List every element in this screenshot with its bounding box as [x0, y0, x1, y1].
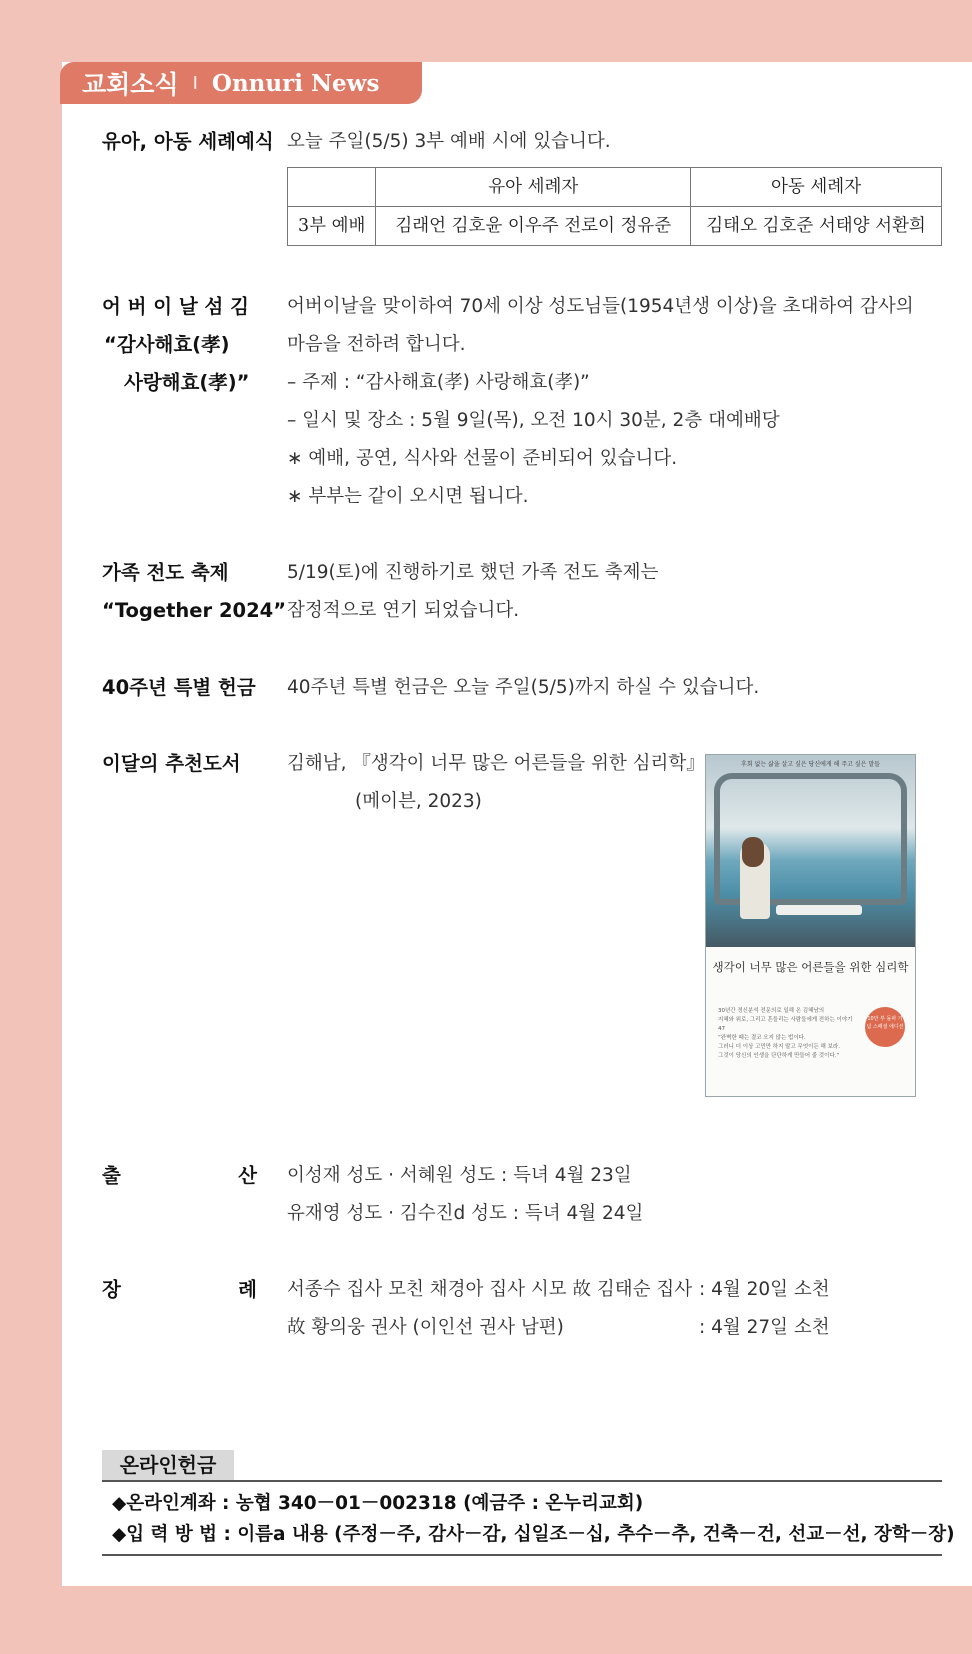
parents-day-line: ∗ 예배, 공연, 식사와 선물이 준비되어 있습니다. — [287, 448, 678, 469]
book-cover-tagline: 후회 없는 삶을 살고 싶은 당신에게 해 주고 싶은 말들 — [741, 761, 880, 768]
divider — [102, 1554, 942, 1556]
book-line: 김해남, 『생각이 너무 많은 어른들을 위한 심리학』 — [287, 753, 705, 774]
book-cover-illustration — [706, 755, 915, 947]
header-title-en: Onnuri News — [211, 69, 380, 97]
birth-line: 유재영 성도 · 김수진d 성도 : 득녀 4월 24일 — [287, 1203, 644, 1224]
book-cover-blurb-line: 지혜와 위로, 그리고 흔들리는 사람들에게 전하는 이야기 47 — [718, 1017, 853, 1032]
baptism-label: 유아, 아동 세례예식 — [102, 130, 274, 153]
online-offering-title: 온라인헌금 — [102, 1450, 234, 1480]
funeral-name: 서종수 집사 모친 채경아 집사 시모 故 김태순 집사 — [287, 1279, 693, 1300]
birth-label — [102, 1157, 257, 1195]
table-header-row — [288, 168, 942, 207]
parents-day-section — [102, 288, 942, 518]
book-cover-hair — [742, 837, 764, 867]
newsletter-page — [62, 62, 972, 1586]
family-festival-label — [102, 554, 287, 630]
parents-day-label — [102, 288, 262, 402]
table-header-cell: 아동 세례자 — [691, 168, 942, 207]
parents-day-line: – 주제 : “감사해효(孝) 사랑해효(孝)” — [287, 372, 590, 393]
parents-day-label-line — [102, 288, 262, 326]
parents-day-line: – 일시 및 장소 : 5월 9일(목), 오전 10시 30분, 2층 대예배당 — [287, 410, 780, 431]
book-cover-blurb-line: 30년간 정신분석 전문의로 일해 온 김혜남의 — [718, 1008, 825, 1014]
table-header-cell — [288, 168, 376, 207]
book-cover-blurb-line: “완벽한 때는 결코 오지 않는 법이다. — [718, 1035, 806, 1041]
birth-label-left: 출 — [102, 1164, 121, 1187]
book-cover-badge: 10만 부 돌파 기념 스페셜 에디션 — [865, 1007, 905, 1047]
baptism-section — [102, 123, 942, 236]
birth-line: 이성재 성도 · 서혜원 성도 : 득녀 4월 23일 — [287, 1165, 632, 1186]
book-cover-title: 생각이 너무 많은 어른들을 위한 심리학 — [712, 960, 909, 974]
divider — [102, 1480, 942, 1482]
funeral-label — [102, 1271, 257, 1309]
anniversary-offering-text: 40주년 특별 헌금은 오늘 주일(5/5)까지 하실 수 있습니다. — [287, 677, 760, 698]
parents-day-label-line: “감사해효(孝) — [104, 333, 230, 356]
funeral-label-right: 례 — [238, 1278, 257, 1301]
parents-day-line: ∗ 부부는 같이 오시면 됩니다. — [287, 486, 529, 507]
funeral-date: : 4월 20일 소천 — [699, 1279, 830, 1300]
funeral-section — [102, 1271, 942, 1351]
table-row — [288, 207, 942, 246]
family-festival-line: 5/19(토)에 진행하기로 했던 가족 전도 축제는 — [287, 562, 659, 583]
funeral-name: 故 황의웅 권사 (이인선 권사 남편) — [287, 1317, 564, 1338]
parents-day-label-line: 사랑해효(孝)” — [124, 371, 250, 394]
parents-day-line: 어버이날을 맞이하여 70세 이상 성도님들(1954년생 이상)을 초대하여 감사의 — [287, 296, 914, 317]
online-account: ◆온라인계좌 : 농협 340－01－002318 (예금주 : 온누리교회) — [112, 1493, 644, 1514]
book-cover-blurb-line: 그것이 당신의 인생을 단단하게 만들어 줄 것이다.” — [718, 1053, 840, 1059]
anniversary-offering-section — [102, 669, 942, 709]
header-separator: I — [192, 72, 198, 94]
anniversary-offering-label: 40주년 특별 헌금 — [102, 676, 256, 699]
book-publisher: (메이븐, 2023) — [355, 791, 482, 812]
table-cell: 3부 예배 — [288, 207, 376, 246]
online-input-method: ◆입 력 방 법 : 이름a 내용 (주정－주, 감사－감, 십일조－십, 추수－추, 건축－건, 선교－선, 장학－장) — [112, 1524, 955, 1545]
funeral-row — [287, 1271, 942, 1309]
funeral-date: : 4월 27일 소천 — [699, 1317, 830, 1338]
family-festival-label-line: “Together 2024” — [102, 599, 287, 622]
birth-label-right: 산 — [238, 1164, 257, 1187]
book-cover-blurb-line: 그러니 더 이상 고민만 하지 말고 무엇이든 해 보라. — [718, 1044, 840, 1050]
table-cell: 김래언 김호윤 이우주 전로이 정유준 — [376, 207, 691, 246]
baptism-table — [287, 167, 942, 246]
parents-day-line: 마음을 전하려 합니다. — [287, 334, 466, 355]
book-label: 이달의 추천도서 — [102, 752, 241, 775]
funeral-label-left: 장 — [102, 1278, 121, 1301]
label-text: 어 버 이 날 섬 김 — [102, 295, 249, 318]
section-header — [60, 62, 422, 104]
family-festival-label-line: 가족 전도 축제 — [102, 561, 229, 584]
header-title-ko: 교회소식 — [82, 70, 179, 99]
family-festival-section — [102, 554, 942, 634]
table-cell: 김태오 김호준 서태양 서환희 — [691, 207, 942, 246]
family-festival-line: 잠정적으로 연기 되었습니다. — [287, 600, 520, 621]
book-cover-table — [776, 905, 862, 915]
book-cover-image — [705, 754, 916, 1097]
book-cover-blurb — [718, 1007, 858, 1061]
table-header-cell: 유아 세례자 — [376, 168, 691, 207]
baptism-intro: 오늘 주일(5/5) 3부 예배 시에 있습니다. — [287, 131, 611, 152]
birth-section — [102, 1157, 942, 1237]
funeral-row — [287, 1309, 942, 1347]
